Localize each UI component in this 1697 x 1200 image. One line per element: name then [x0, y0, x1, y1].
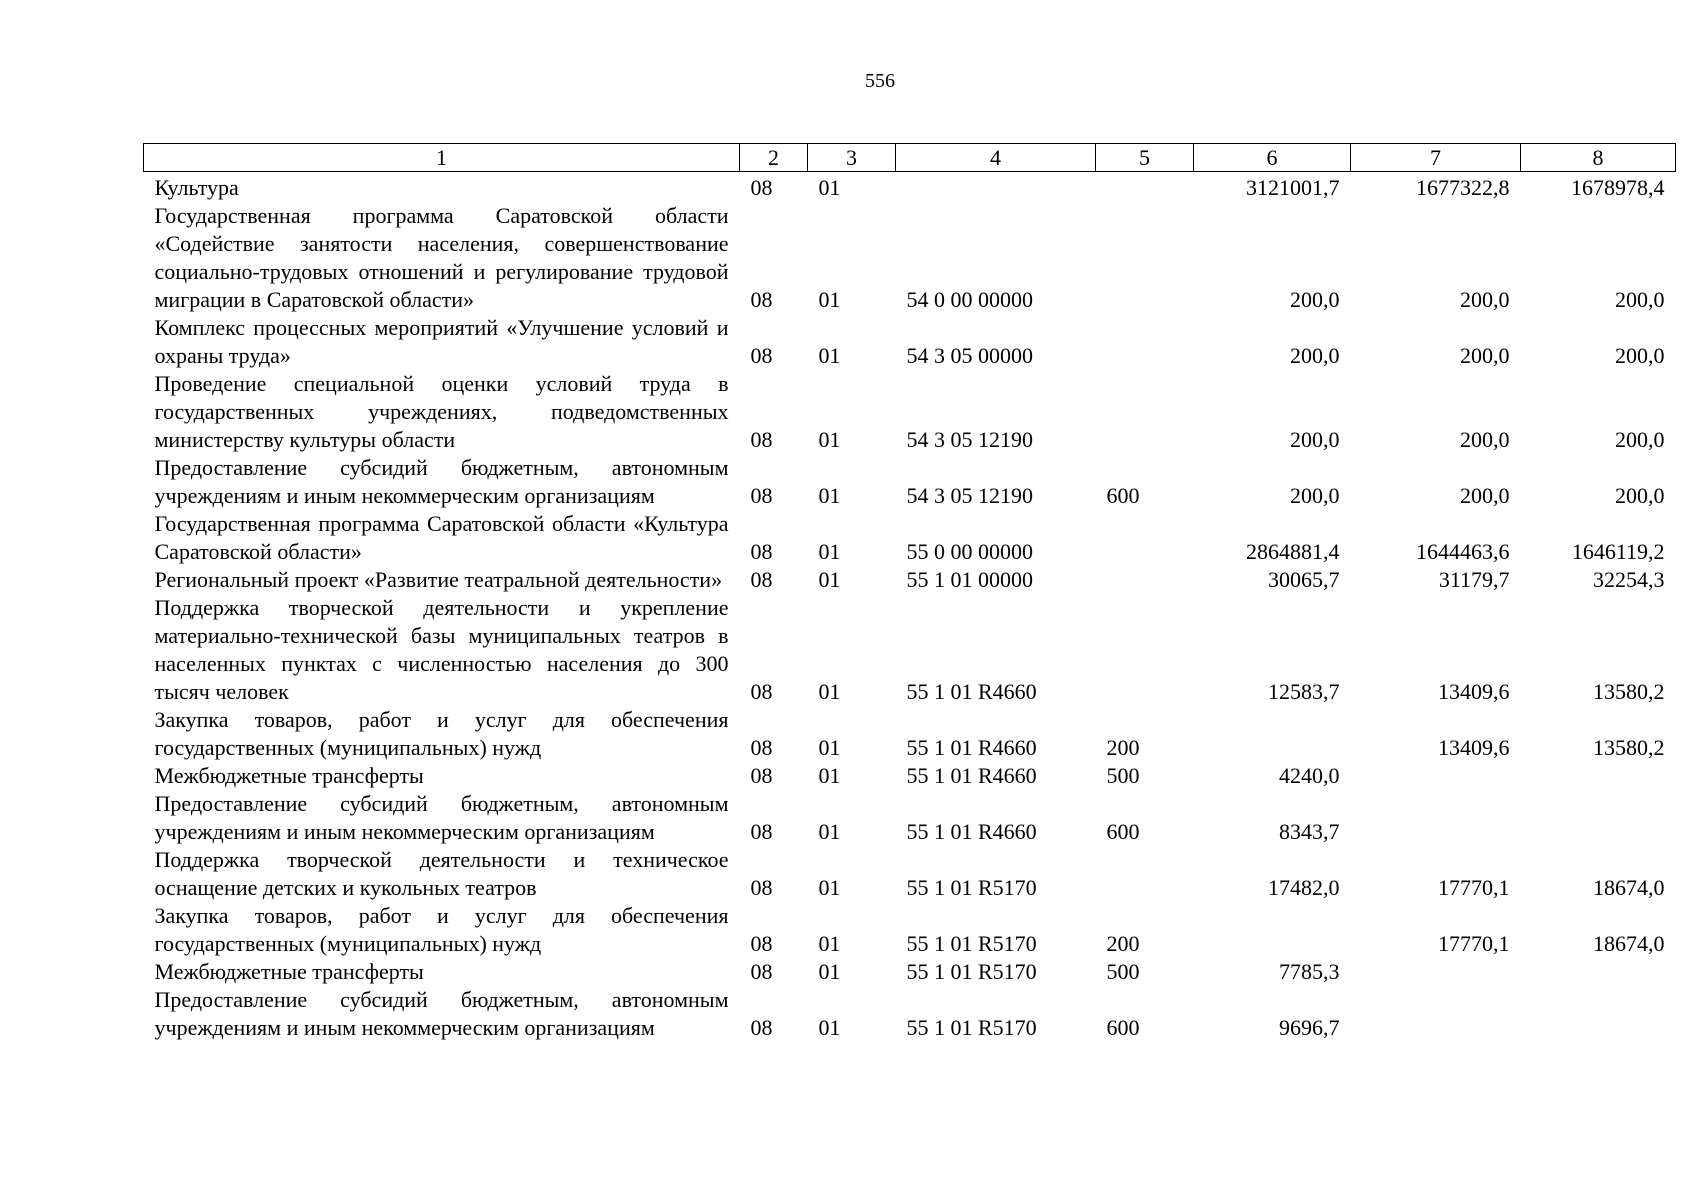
expense-type-code: 500 [1106, 959, 1140, 984]
amount-column-7: 200,0 [1460, 483, 1510, 508]
expense-type-code: 600 [1106, 483, 1140, 508]
row-description: Поддержка творческой деятельности и техническое оснащение детских и кукольных театров [154, 847, 729, 900]
amount-column-8: 13580,2 [1593, 735, 1665, 760]
amount-column-7 [1351, 986, 1521, 1042]
target-article-code: 54 3 05 00000 [906, 343, 1033, 368]
column-header-5: 5 [1096, 144, 1194, 172]
column-header-4: 4 [896, 144, 1096, 172]
table-row [144, 958, 1676, 986]
expense-type-code [1096, 314, 1194, 370]
amount-column-8: 32254,3 [1593, 567, 1665, 592]
amount-column-7: 1644463,6 [1416, 539, 1510, 564]
expense-type-code [1096, 172, 1194, 203]
amount-column-7: 17770,1 [1438, 875, 1510, 900]
subsection-code: 01 [818, 679, 841, 704]
amount-column-6: 17482,0 [1268, 875, 1340, 900]
subsection-code: 01 [818, 287, 841, 312]
expense-type-code [1096, 846, 1194, 902]
table-row [144, 314, 1676, 370]
amount-column-6: 8343,7 [1279, 819, 1340, 844]
amount-column-6: 30065,7 [1268, 567, 1340, 592]
subsection-code: 01 [818, 175, 841, 200]
target-article-code: 54 0 00 00000 [906, 287, 1033, 312]
subsection-code: 01 [818, 735, 841, 760]
row-description: Проведение специальной оценки условий труда в государственных учреждениях, подведомственных министерству культуры области [154, 371, 729, 452]
amount-column-8 [1521, 986, 1676, 1042]
table-row [144, 762, 1676, 790]
column-header-8: 8 [1521, 144, 1676, 172]
column-header-3: 3 [808, 144, 896, 172]
row-description: Межбюджетные трансферты [154, 959, 424, 984]
target-article-code: 55 1 01 00000 [906, 567, 1033, 592]
target-article-code: 55 1 01 R4660 [906, 819, 1037, 844]
section-code: 08 [750, 175, 773, 200]
target-article-code: 55 1 01 R4660 [906, 679, 1037, 704]
target-article-code: 55 0 00 00000 [906, 539, 1033, 564]
target-article-code: 54 3 05 12190 [906, 427, 1033, 452]
amount-column-8: 1646119,2 [1571, 539, 1665, 564]
target-article-code [896, 172, 1096, 203]
section-code: 08 [750, 763, 773, 788]
amount-column-7: 1677322,8 [1416, 175, 1510, 200]
amount-column-8: 200,0 [1615, 287, 1665, 312]
subsection-code: 01 [818, 1015, 841, 1040]
amount-column-7 [1351, 790, 1521, 846]
section-code: 08 [750, 287, 773, 312]
table-body [144, 172, 1676, 1043]
table-row [144, 902, 1676, 958]
section-code: 08 [750, 567, 773, 592]
amount-column-8: 200,0 [1615, 427, 1665, 452]
expense-type-code [1096, 370, 1194, 454]
table-header [144, 144, 1676, 172]
subsection-code: 01 [818, 763, 841, 788]
amount-column-7: 200,0 [1460, 427, 1510, 452]
amount-column-6 [1194, 902, 1351, 958]
amount-column-7: 13409,6 [1438, 679, 1510, 704]
table-row [144, 202, 1676, 314]
table-row [144, 566, 1676, 594]
expense-type-code: 500 [1106, 763, 1140, 788]
amount-column-8: 200,0 [1615, 483, 1665, 508]
section-code: 08 [750, 483, 773, 508]
amount-column-6: 3121001,7 [1246, 175, 1340, 200]
row-description: Поддержка творческой деятельности и укрепление материально-технической базы муниципальных театров в населенных пунктах с численностью населения до 300 тысяч человек [154, 595, 729, 704]
subsection-code: 01 [818, 483, 841, 508]
table-row [144, 510, 1676, 566]
row-description: Межбюджетные трансферты [154, 763, 424, 788]
column-header-2: 2 [740, 144, 808, 172]
amount-column-8: 18674,0 [1593, 875, 1665, 900]
subsection-code: 01 [818, 539, 841, 564]
target-article-code: 55 1 01 R5170 [906, 1015, 1037, 1040]
column-header-1: 1 [144, 144, 740, 172]
amount-column-8: 18674,0 [1593, 931, 1665, 956]
row-description: Предоставление субсидий бюджетным, автономным учреждениям и иным некоммерческим организациям [154, 455, 729, 508]
amount-column-7 [1351, 762, 1521, 790]
amount-column-8: 1678978,4 [1571, 175, 1665, 200]
header-row [144, 144, 1676, 172]
section-code: 08 [750, 819, 773, 844]
amount-column-8: 200,0 [1615, 343, 1665, 368]
table-row [144, 370, 1676, 454]
section-code: 08 [750, 959, 773, 984]
expense-type-code [1096, 510, 1194, 566]
subsection-code: 01 [818, 931, 841, 956]
amount-column-7: 200,0 [1460, 343, 1510, 368]
expense-type-code: 200 [1106, 931, 1140, 956]
amount-column-6: 200,0 [1290, 287, 1340, 312]
amount-column-7 [1351, 958, 1521, 986]
column-header-7: 7 [1351, 144, 1521, 172]
row-description: Региональный проект «Развитие театральной деятельности» [154, 567, 723, 592]
amount-column-7: 13409,6 [1438, 735, 1510, 760]
row-description: Государственная программа Саратовской области «Культура Саратовской области» [154, 511, 729, 564]
section-code: 08 [750, 679, 773, 704]
table-row [144, 594, 1676, 706]
amount-column-8 [1521, 790, 1676, 846]
section-code: 08 [750, 427, 773, 452]
amount-column-8: 13580,2 [1593, 679, 1665, 704]
amount-column-6: 7785,3 [1279, 959, 1340, 984]
table-row [144, 454, 1676, 510]
target-article-code: 55 1 01 R5170 [906, 959, 1037, 984]
budget-table [143, 143, 1676, 1042]
table-row [144, 172, 1676, 203]
expense-type-code [1096, 202, 1194, 314]
table-row [144, 986, 1676, 1042]
amount-column-6: 12583,7 [1268, 679, 1340, 704]
amount-column-8 [1521, 762, 1676, 790]
row-description: Государственная программа Саратовской области «Содействие занятости населения, совершенствование социально-трудовых отношений и регулирование трудовой миграции в Саратовской области» [154, 203, 729, 312]
amount-column-6: 9696,7 [1279, 1015, 1340, 1040]
amount-column-6: 2864881,4 [1246, 539, 1340, 564]
column-header-6: 6 [1194, 144, 1351, 172]
page-number: 556 [865, 70, 895, 92]
subsection-code: 01 [818, 343, 841, 368]
amount-column-6: 4240,0 [1279, 763, 1340, 788]
target-article-code: 55 1 01 R4660 [906, 763, 1037, 788]
amount-column-6 [1194, 706, 1351, 762]
amount-column-7: 31179,7 [1438, 567, 1510, 592]
expense-type-code: 200 [1106, 735, 1140, 760]
section-code: 08 [750, 931, 773, 956]
amount-column-6: 200,0 [1290, 343, 1340, 368]
subsection-code: 01 [818, 427, 841, 452]
row-description: Закупка товаров, работ и услуг для обеспечения государственных (муниципальных) нужд [154, 707, 729, 760]
section-code: 08 [750, 875, 773, 900]
table-row [144, 790, 1676, 846]
target-article-code: 54 3 05 12190 [906, 483, 1033, 508]
amount-column-6: 200,0 [1290, 427, 1340, 452]
table-row [144, 706, 1676, 762]
subsection-code: 01 [818, 819, 841, 844]
amount-column-7: 17770,1 [1438, 931, 1510, 956]
subsection-code: 01 [818, 567, 841, 592]
amount-column-6: 200,0 [1290, 483, 1340, 508]
subsection-code: 01 [818, 959, 841, 984]
section-code: 08 [750, 735, 773, 760]
row-description: Закупка товаров, работ и услуг для обеспечения государственных (муниципальных) нужд [154, 903, 729, 956]
table-row [144, 846, 1676, 902]
row-description: Предоставление субсидий бюджетным, автономным учреждениям и иным некоммерческим организациям [154, 987, 729, 1040]
target-article-code: 55 1 01 R4660 [906, 735, 1037, 760]
expense-type-code [1096, 594, 1194, 706]
amount-column-8 [1521, 958, 1676, 986]
amount-column-7: 200,0 [1460, 287, 1510, 312]
section-code: 08 [750, 1015, 773, 1040]
target-article-code: 55 1 01 R5170 [906, 931, 1037, 956]
expense-type-code: 600 [1106, 819, 1140, 844]
section-code: 08 [750, 343, 773, 368]
row-description: Культура [154, 175, 239, 200]
expense-type-code [1096, 566, 1194, 594]
section-code: 08 [750, 539, 773, 564]
row-description: Предоставление субсидий бюджетным, автономным учреждениям и иным некоммерческим организациям [154, 791, 729, 844]
row-description: Комплекс процессных мероприятий «Улучшение условий и охраны труда» [154, 315, 729, 368]
expense-type-code: 600 [1106, 1015, 1140, 1040]
target-article-code: 55 1 01 R5170 [906, 875, 1037, 900]
subsection-code: 01 [818, 875, 841, 900]
